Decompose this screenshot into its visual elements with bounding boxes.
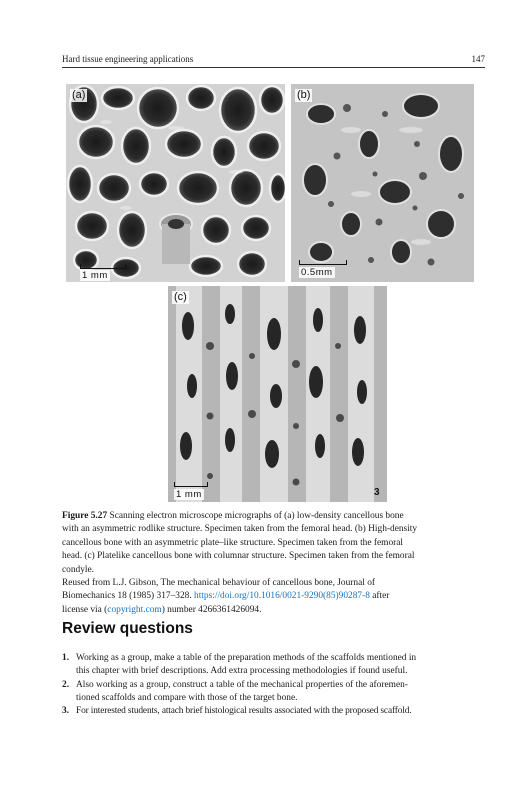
panel-label-b: (b) <box>297 89 311 101</box>
micrograph-b-image <box>291 84 474 282</box>
micrograph-panel-c <box>168 286 387 502</box>
micrograph-panel-a <box>66 84 285 282</box>
review-questions-list <box>62 652 486 718</box>
scale-bar-c <box>174 486 208 487</box>
list-item: 3. For interested students, attach brief histological results associated with the proposed scaffold. <box>62 705 486 718</box>
scale-bar-b <box>299 264 347 265</box>
credit-line-1: Reused from L.J. Gibson, The mechanical behaviour of cancellous bone, Journal of <box>62 578 376 589</box>
scale-bar-a <box>80 268 126 269</box>
caption-line-3: cancellous bone with an asymmetric plate–like structure. Specimen taken from the femoral <box>62 537 404 548</box>
scale-label-b: 0.5mm <box>301 267 333 278</box>
running-header-title: Hard tissue engineering applications <box>62 54 194 64</box>
panel-label-a: (a) <box>72 89 86 101</box>
micrograph-a-image <box>66 84 285 282</box>
figure-caption <box>62 510 484 617</box>
scale-label-a: 1 mm <box>82 270 108 281</box>
caption-line-2: with an asymmetric rodlike structure. Specimen taken from the femoral head. (b) High-density <box>62 524 418 535</box>
question-number: 1. <box>62 653 70 663</box>
caption-line-1: Figure 5.27 Scanning electron microscope micrographs of (a) low-density cancellous bone <box>62 511 404 521</box>
panel-label-c: (c) <box>174 291 187 303</box>
credit-line-3: license via (copyright.com) number 4266361426094. <box>62 604 262 615</box>
panel-index-c: 3 <box>374 487 380 498</box>
question-number: 3. <box>62 706 70 717</box>
running-header <box>62 52 485 68</box>
scale-label-c: 1 mm <box>176 489 202 500</box>
copyright-link[interactable]: copyright.com <box>107 604 162 615</box>
micrograph-c-image <box>168 286 387 502</box>
credit-line-2: Biomechanics 18 (1985) 317–328. https://doi.org/10.1016/0021-9290(85)90287-8 after <box>62 591 390 602</box>
caption-line-5: condyle. <box>62 564 95 575</box>
doi-link[interactable]: https://doi.org/10.1016/0021-9290(85)90287-8 <box>194 591 370 602</box>
section-heading-review-questions: Review questions <box>62 620 193 637</box>
caption-line-4: head. (c) Platelike cancellous bone with columnar structure. Specimen taken from the femoral <box>62 551 415 562</box>
list-item: 1. Working as a group, make a table of the preparation methods of the scaffolds mentioned in this chapter with brief descriptions. Add extra processing methodologies if found useful. <box>62 653 417 677</box>
micrograph-panel-b <box>291 84 474 282</box>
list-item: 2. Also working as a group, construct a table of the mechanical properties of the aforemen- tioned scaffolds and compare with those of the target bone. <box>62 679 408 703</box>
question-number: 2. <box>62 679 70 690</box>
figure-label: Figure 5.27 <box>62 511 108 521</box>
page-number: 147 <box>471 54 485 64</box>
